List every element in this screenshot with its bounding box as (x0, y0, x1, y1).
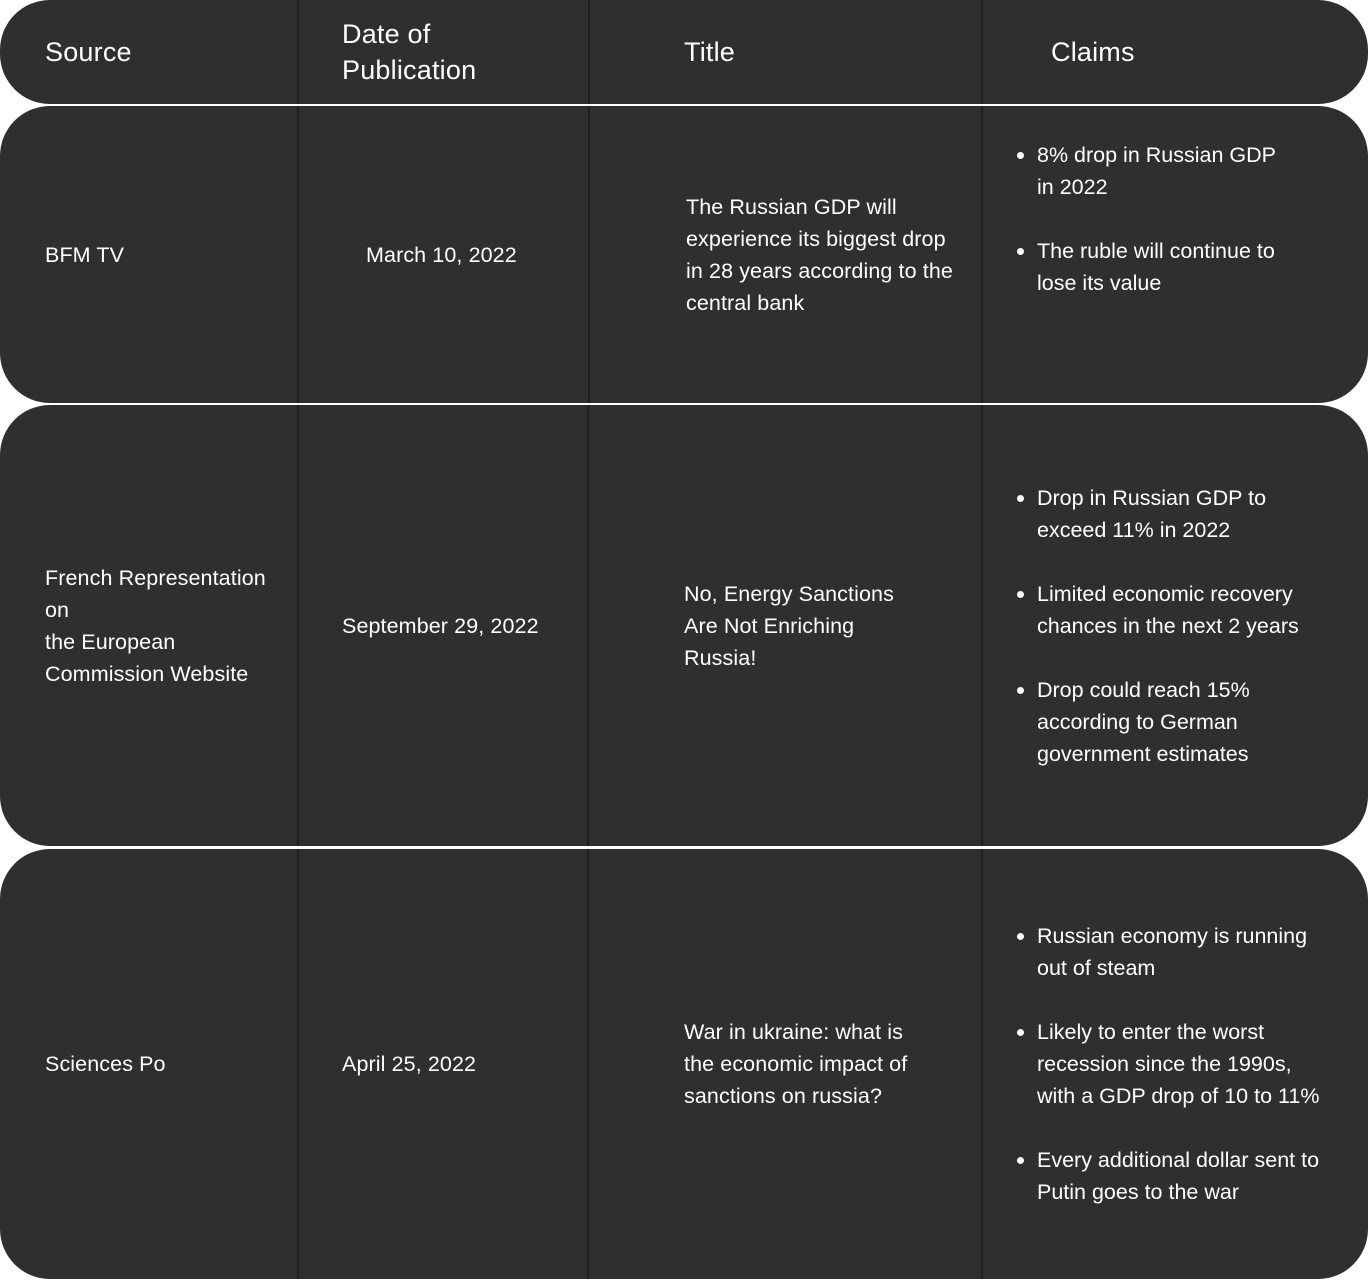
source-cell (45, 405, 285, 846)
claim-item: Limited economic recovery chances in the next 2 years (1015, 578, 1299, 642)
source-cell (45, 106, 285, 403)
table-header (0, 0, 1368, 104)
column-divider (981, 405, 983, 846)
date-cell (366, 106, 581, 403)
column-divider (297, 0, 299, 104)
title-text: War in ukraine: what is the economic impact of sanctions on russia? (684, 1020, 908, 1108)
claim-item: Every additional dollar sent to Putin goes to the war (1015, 1144, 1319, 1208)
claim-item: Likely to enter the worst recession since the 1990s, with a GDP drop of 10 to 11% (1015, 1016, 1319, 1112)
date-text: April 25, 2022 (342, 1052, 477, 1076)
header-claims (1051, 0, 1351, 104)
date-cell (342, 405, 572, 846)
header-source-label: Source (45, 37, 132, 67)
column-divider (981, 106, 983, 403)
header-title (684, 0, 974, 104)
header-title-label: Title (684, 37, 736, 67)
claims-cell (1015, 405, 1355, 846)
source-cell (45, 849, 285, 1279)
column-divider (588, 0, 590, 104)
column-divider (297, 405, 299, 846)
header-date (342, 0, 572, 104)
column-divider (297, 106, 299, 403)
header-claims-label: Claims (1051, 37, 1135, 67)
claims-cell (1015, 106, 1355, 403)
column-divider (981, 849, 983, 1279)
table-row (0, 849, 1368, 1279)
column-divider (297, 849, 299, 1279)
source-text: Sciences Po (45, 1052, 166, 1076)
column-divider (587, 849, 589, 1279)
date-cell (342, 849, 572, 1279)
date-text: March 10, 2022 (366, 242, 517, 267)
title-text: No, Energy Sanctions Are Not Enriching Russia! (684, 581, 894, 670)
date-text: September 29, 2022 (342, 613, 539, 638)
claims-list (1015, 920, 1319, 1208)
table-row (0, 405, 1368, 846)
claims-list (1015, 482, 1299, 770)
claims-list (1015, 139, 1276, 299)
column-divider (588, 106, 590, 403)
header-date-label: Date of Publication (342, 19, 477, 85)
title-cell (684, 849, 974, 1279)
table-row (0, 106, 1368, 403)
column-divider (981, 0, 983, 104)
claim-item: The ruble will continue to lose its value (1015, 235, 1276, 299)
source-text: French Representation on the European Commission Website (45, 565, 266, 686)
claim-item: Drop could reach 15% according to German government estimates (1015, 674, 1299, 770)
claim-item: Drop in Russian GDP to exceed 11% in 2022 (1015, 482, 1299, 546)
title-text: The Russian GDP will experience its biggest drop in 28 years according to the central bank (686, 194, 953, 315)
header-source (45, 0, 285, 104)
claim-item: Russian economy is running out of steam (1015, 920, 1319, 984)
claims-cell (1015, 849, 1355, 1279)
source-text: BFM TV (45, 242, 125, 267)
claim-item: 8% drop in Russian GDP in 2022 (1015, 139, 1276, 203)
title-cell (684, 405, 974, 846)
title-cell (686, 106, 978, 403)
column-divider (587, 405, 589, 846)
